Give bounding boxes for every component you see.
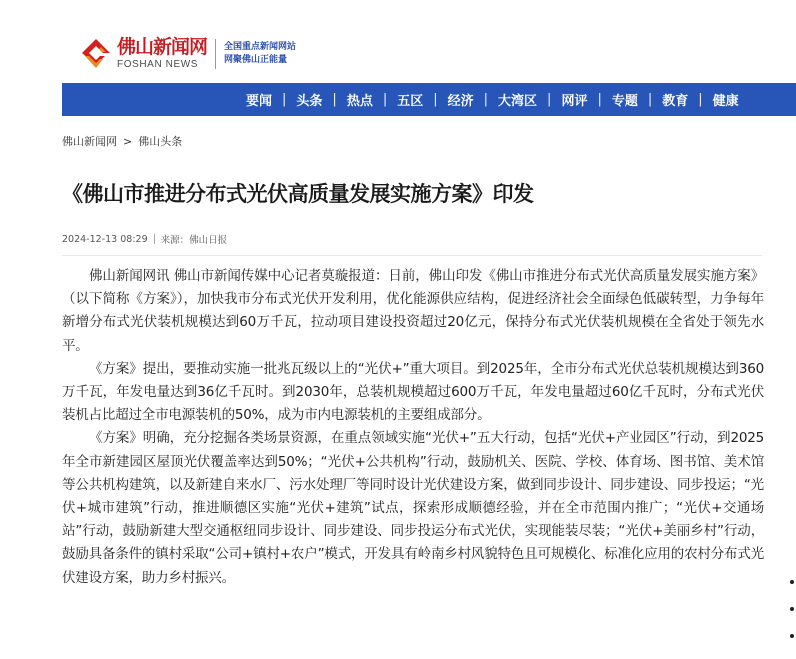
article-body <box>62 265 764 590</box>
nav-item-wuqu[interactable]: 五区 <box>397 94 424 109</box>
nav-separator: | <box>597 92 602 107</box>
nav-separator: | <box>382 92 388 107</box>
nav-item-jiankang[interactable]: 健康 <box>712 94 739 109</box>
article-paragraph: 《方案》明确，充分挖掘各类场景资源，在重点领域实施“光伏+”五大行动，包括“光伏+产业园区”行动，到2025年全市新建园区屋顶光伏覆盖率达到50%；“光伏+公共机构”行动，鼓励机关、医院、学校、体育场、图书馆、美术馆等公共机构建筑，以及新建自来水厂、污水处理厂等同时设计光伏建设方案，做到同步设计、同步建设、同步投运；“光伏+城市建筑”行动，推进顺德区实施“光伏+建筑”试点，探索形成顺德经验，并在全市范围内推广；“光伏+交通场站”行动，鼓励新建大型交通枢纽同步设计、同步建设、同步投运分布式光伏，实现能装尽装；“光伏+美丽乡村”行动，鼓励具备条件的镇村采取“公司+镇村+农户”模式，开发具有岭南乡村风貌特色且可规模化、标准化应用的农村分布式光伏建设方案，助力乡村振兴。 <box>62 430 764 586</box>
article-source: 来源：佛山日报 <box>160 235 228 246</box>
article-paragraph: 《方案》提出，要推动实施一批兆瓦级以上的“光伏+”重大项目。到2025年，全市分布式光伏总装机规模达到360万千瓦，年发电量达到36亿千瓦时。到2030年，总装机规模超过600万千瓦，年发电量超过60亿千瓦时，分布式光伏装机占比超过全市电源装机的50%，成为市内电源装机的主要组成部分。 <box>62 360 764 424</box>
article-paragraph: 佛山新闻网讯 佛山市新闻传媒中心记者莫璇报道：日前，佛山印发《佛山市推进分布式光伏高质量发展实施方案》（以下简称《方案》），加快我市分布式光伏开发利用，优化能源供应结构，促进经济社会全面绿色低碳转型，力争每年新增分布式光伏装机规模达到60万千瓦，拉动项目建设投资超过20亿元，保持分布式光伏装机规模在全省处于领先水平。 <box>62 268 764 354</box>
nav-separator: | <box>647 92 653 107</box>
logo-divider <box>215 39 216 69</box>
breadcrumb-section-link[interactable]: 佛山头条 <box>138 135 183 148</box>
nav-separator: | <box>547 92 552 107</box>
slogan-line-2: 网聚佛山正能量 <box>224 55 288 65</box>
main-nav-bar <box>62 83 796 116</box>
site-header <box>0 0 796 82</box>
side-float-dot <box>790 580 794 584</box>
side-float-dot <box>790 634 794 638</box>
nav-separator: | <box>698 92 703 107</box>
nav-separator: | <box>332 92 337 107</box>
site-logo[interactable] <box>79 34 296 74</box>
nav-separator: | <box>282 92 287 107</box>
nav-item-jingji[interactable]: 经济 <box>447 94 474 109</box>
logo-slogan <box>224 41 296 67</box>
breadcrumb-home-link[interactable]: 佛山新闻网 <box>62 135 117 148</box>
nav-item-redian[interactable]: 热点 <box>346 94 373 109</box>
nav-item-dawanqu[interactable]: 大湾区 <box>498 94 538 109</box>
nav-item-yaowen[interactable]: 要闻 <box>246 94 273 109</box>
meta-divider <box>154 234 155 244</box>
nav-separator: | <box>433 92 438 107</box>
article-meta <box>62 232 227 246</box>
logo-english-name: FOSHAN NEWS <box>117 59 199 70</box>
nav-item-wangping[interactable]: 网评 <box>561 94 588 109</box>
slogan-line-1: 全国重点新闻网站 <box>224 42 297 52</box>
nav-item-zhuanti[interactable]: 专题 <box>611 94 638 109</box>
nav-item-jiaoyu[interactable]: 教育 <box>662 94 689 109</box>
side-float-dot <box>790 607 794 611</box>
breadcrumb <box>62 133 182 149</box>
logo-chinese-name: 佛山新闻网 <box>117 36 208 58</box>
nav-item-toutiao[interactable]: 头条 <box>296 94 323 109</box>
logo-emblem-icon <box>79 37 113 71</box>
nav-separator: | <box>483 92 489 107</box>
article-title: 《佛山市推进分布式光伏高质量发展实施方案》印发 <box>62 182 534 206</box>
article-date: 2024-12-13 08:29 <box>62 233 148 245</box>
nav-list <box>246 83 739 116</box>
meta-divider-line <box>62 255 762 256</box>
breadcrumb-separator: > <box>123 135 133 148</box>
